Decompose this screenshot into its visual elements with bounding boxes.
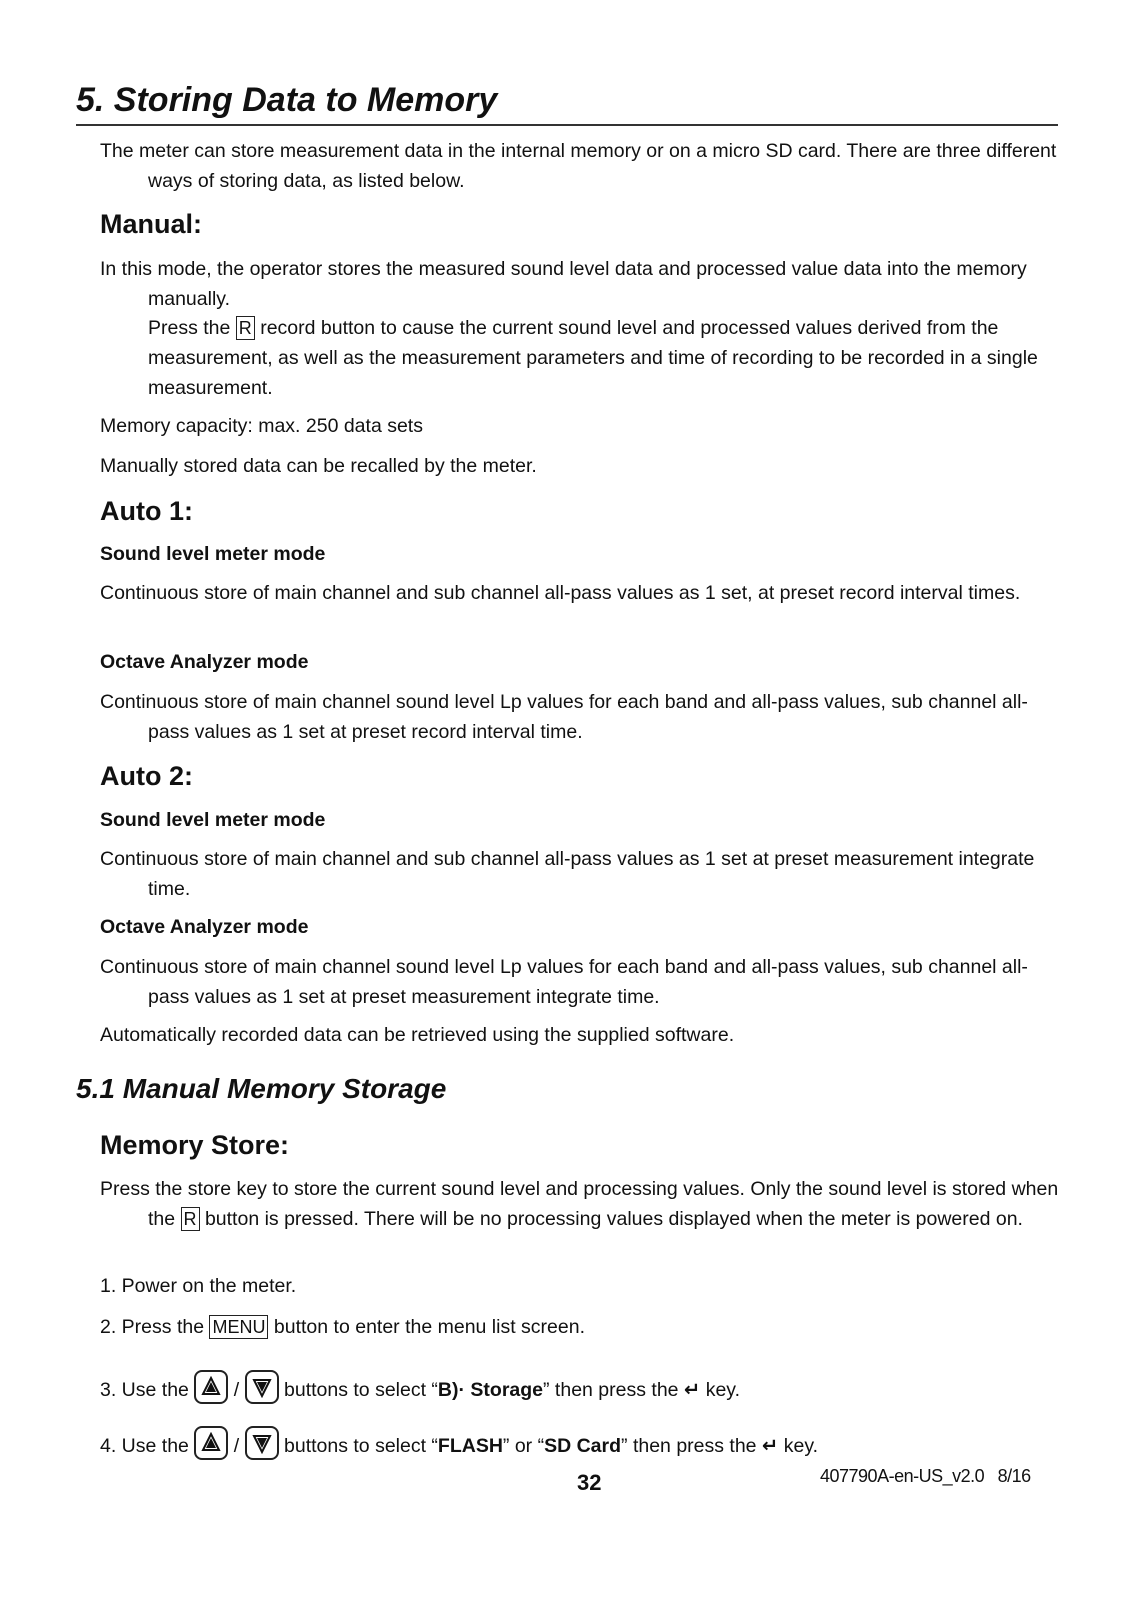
memory-store-heading: Memory Store: — [100, 1130, 290, 1160]
enter-icon: ↵ — [683, 1379, 701, 1401]
step-4-post: ” then press the — [621, 1435, 757, 1457]
page-number: 32 — [577, 1470, 602, 1495]
down-arrow-icon — [245, 1426, 279, 1460]
manual-paragraph-2 — [100, 313, 1060, 403]
step-2-post: button to enter the menu list screen. — [273, 1316, 586, 1338]
step-4-mid: buttons to select “ — [284, 1435, 438, 1457]
up-arrow-icon — [194, 1370, 228, 1404]
manual-paragraph-1: In this mode, the operator stores the measured sound level data and processed value data into the memory manually. — [100, 258, 1027, 310]
step-1: 1. Power on the meter. — [100, 1275, 297, 1297]
memory-store-paragraph — [100, 1174, 1060, 1234]
step-4-flash: FLASH — [437, 1435, 503, 1457]
step-3-pre: 3. Use the — [100, 1379, 189, 1401]
enter-icon: ↵ — [761, 1435, 779, 1457]
auto-retrieve: Automatically recorded data can be retrieved using the supplied software. — [100, 1024, 735, 1046]
auto1-oct-heading: Octave Analyzer mode — [100, 651, 309, 673]
page-title: 5. Storing Data to Memory — [76, 78, 1058, 126]
r-key: R — [181, 1207, 200, 1231]
step-4-pre: 4. Use the — [100, 1435, 189, 1457]
step-4 — [100, 1426, 1060, 1461]
step-3-mid: buttons to select “ — [284, 1379, 438, 1401]
r-key: R — [236, 316, 255, 340]
step-2-pre: 2. Press the — [100, 1316, 205, 1338]
auto2-oct-heading: Octave Analyzer mode — [100, 916, 309, 938]
step-3-post: ” then press the — [543, 1379, 679, 1401]
memory-capacity: Memory capacity: max. 250 data sets — [100, 415, 423, 437]
step-4-end: key. — [783, 1435, 819, 1457]
intro-paragraph: The meter can store measurement data in the internal memory or on a micro SD card. There are three different ways of storing data, as listed below. — [100, 140, 1057, 192]
auto2-oct-text: Continuous store of main channel sound level Lp values for each band and all-pass values, sub channel all-pass values as 1 set at preset measurement integrate time. — [100, 956, 1028, 1008]
step-2 — [100, 1312, 1060, 1342]
manual-heading: Manual: — [100, 209, 203, 239]
auto1-slm-heading: Sound level meter mode — [100, 543, 326, 565]
auto2-slm-heading: Sound level meter mode — [100, 809, 326, 831]
auto1-oct-text: Continuous store of main channel sound level Lp values for each band and all-pass values, sub channel all-pass values as 1 set at preset record interval time. — [100, 691, 1028, 743]
step-3-slash: / — [233, 1379, 240, 1401]
step-4-or: ” or “ — [502, 1435, 545, 1457]
menu-key: MENU — [209, 1315, 268, 1339]
manual-p2-post: record button to cause the current sound level and processed values derived from the measurement, as well as the measurement parameters and time of recording to be recorded in a single measurement. — [148, 317, 1038, 399]
auto2-heading: Auto 2: — [100, 761, 193, 791]
up-arrow-icon — [194, 1426, 228, 1460]
manual-recall: Manually stored data can be recalled by the meter. — [100, 455, 537, 477]
auto1-heading: Auto 1: — [100, 496, 193, 526]
memory-store-post: button is pressed. There will be no processing values displayed when the meter is powered on. — [204, 1208, 1023, 1230]
auto2-slm-text: Continuous store of main channel and sub channel all-pass values as 1 set at preset measurement integrate time. — [100, 848, 1035, 900]
step-4-sdcard: SD Card — [544, 1435, 622, 1457]
down-arrow-icon — [245, 1370, 279, 1404]
memory-store-pre: Press the store key to store the current sound level and processing values. Only the sound level is stored when the — [100, 1178, 1059, 1230]
auto1-slm-text: Continuous store of main channel and sub channel all-pass values as 1 set, at preset record interval times. — [100, 582, 1021, 604]
step-4-slash: / — [233, 1435, 240, 1457]
section-51-heading: 5.1 Manual Memory Storage — [76, 1073, 447, 1104]
step-3-storage: B)· Storage — [437, 1379, 544, 1401]
manual-p2-pre: Press the — [148, 317, 231, 339]
document-id: 407790A-en-US_v2.0 8/16 — [820, 1466, 1031, 1486]
step-3-end: key. — [705, 1379, 741, 1401]
step-3 — [100, 1370, 1060, 1405]
